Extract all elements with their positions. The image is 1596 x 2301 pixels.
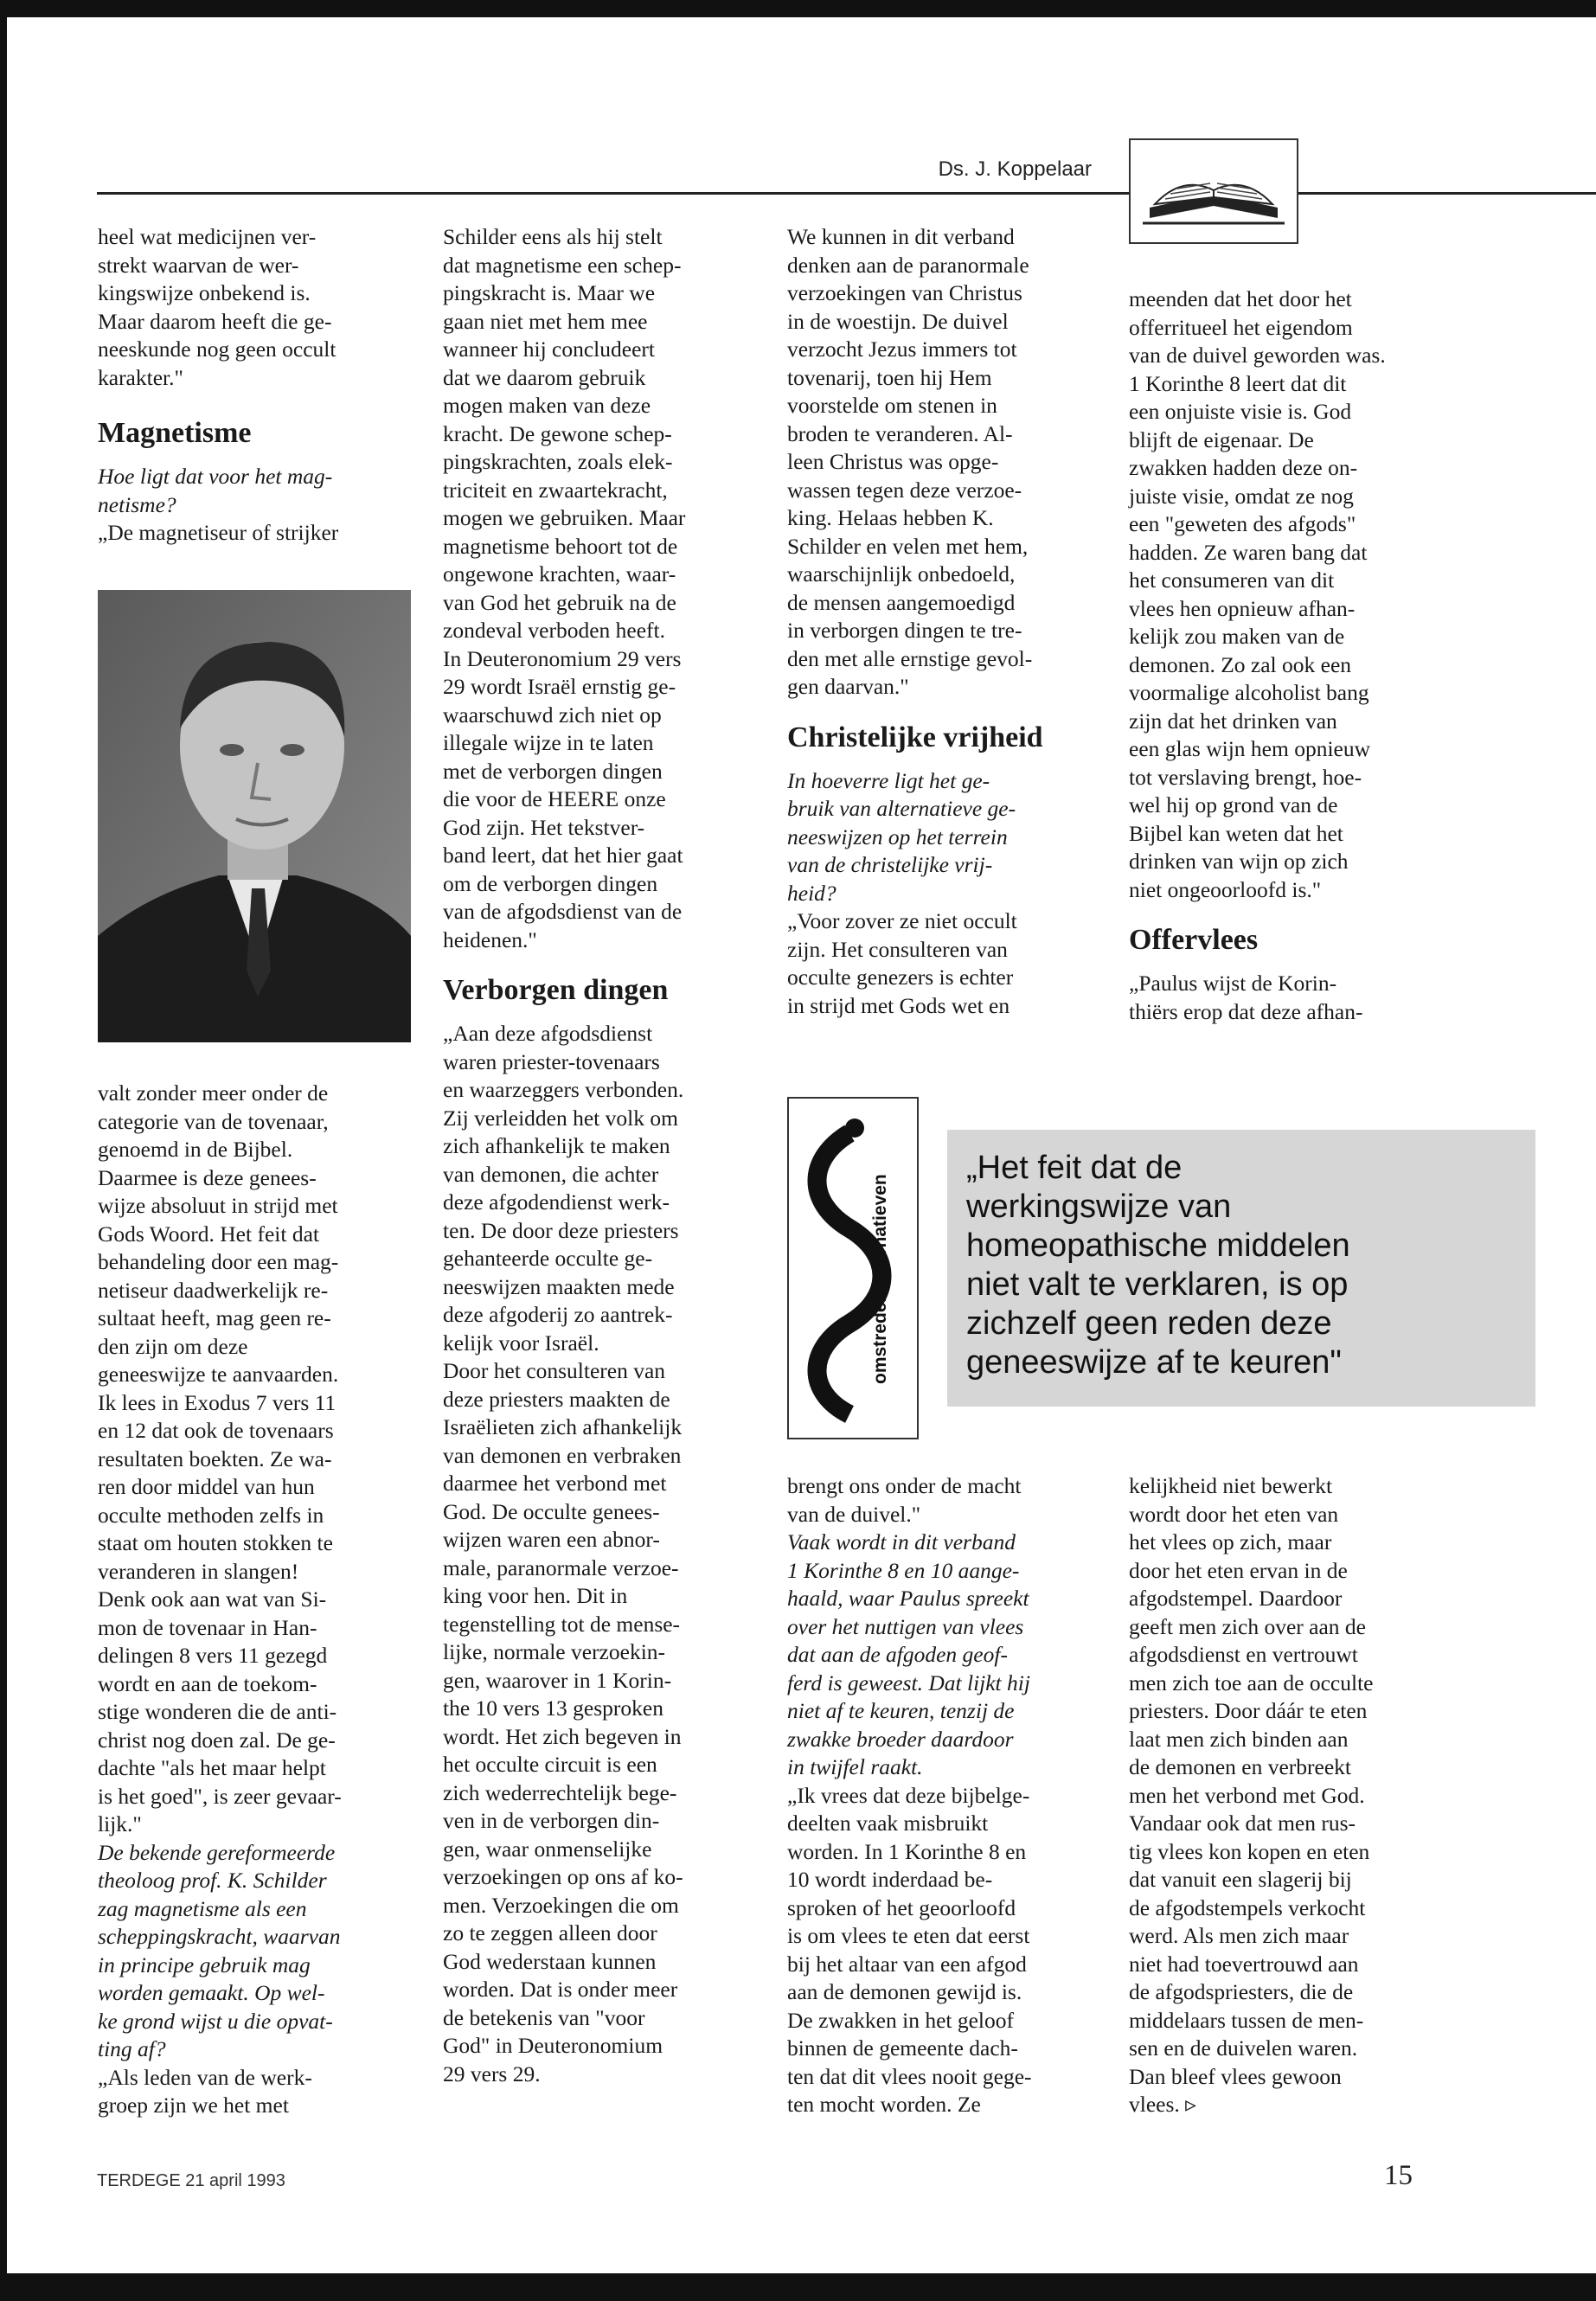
text-line: drinken van wijn op zich <box>1129 849 1349 874</box>
text-line: neeswijzen maakten mede <box>443 1273 675 1299</box>
text-line: kracht. De gewone schep- <box>443 420 672 446</box>
text-line: zo te zeggen alleen door <box>443 1920 657 1945</box>
text-line: de betekenis van "voor <box>443 2004 645 2030</box>
text-line: verzoekingen op ons af ko- <box>443 1864 683 1889</box>
text-line: gen, waarover in 1 Korin- <box>443 1667 672 1693</box>
text-line: verzoekingen van Christus <box>787 280 1022 305</box>
text-line: stige wonderen die de anti- <box>98 1699 337 1724</box>
text-line: Hoe ligt dat voor het mag- <box>98 464 333 489</box>
text-line: occulte methoden zelfs in <box>98 1502 324 1528</box>
text-line: zag magnetisme als een <box>98 1895 307 1921</box>
text-line: resultaten boekten. Ze wa- <box>98 1445 332 1471</box>
text-line: heidenen." <box>443 926 537 952</box>
text-line: men het verbond met God. <box>1129 1782 1365 1808</box>
text-line: ke grond wijst u die opvat- <box>98 2008 333 2034</box>
text-line: denken aan de paranormale <box>787 252 1029 278</box>
bottom-border <box>0 2273 1596 2301</box>
text-line: aan de demonen gewijd is. <box>787 1979 1022 2004</box>
text-line: van de christelijke vrij- <box>787 852 993 877</box>
text-line: „Als leden van de werk- <box>98 2064 312 2090</box>
text-line: heid? <box>787 880 836 906</box>
text-line: gen daarvan." <box>787 674 909 699</box>
text-line: sproken of het geoorloofd <box>787 1894 1016 1920</box>
text-line: triciteit en zwaartekracht, <box>443 477 668 503</box>
text-line: van demonen en verbraken <box>443 1442 682 1468</box>
text-line: God" in Deuteronomium <box>443 2033 663 2058</box>
text-line: Vandaar ook dat men rus- <box>1129 1811 1356 1836</box>
text-line: zich afhankelijk te maken <box>443 1133 670 1158</box>
text-line: en waarzeggers verbonden. <box>443 1077 684 1102</box>
text-line: geneeswijze af te keuren" <box>966 1344 1342 1381</box>
footer-publication: TERDEGE 21 april 1993 <box>97 2171 285 2190</box>
text-line: deze priesters maakten de <box>443 1386 670 1412</box>
text-line: wanneer hij concludeert <box>443 336 655 362</box>
text-line: gehanteerde occulte ge- <box>443 1246 653 1271</box>
text-line: de mensen aangemoedigd <box>787 589 1016 615</box>
text-line: kelijk zou maken van de <box>1129 624 1345 649</box>
text-line: wijzen waren een abnor- <box>443 1527 660 1552</box>
text-line: werd. Als men zich maar <box>1129 1923 1349 1948</box>
text-line: Dan bleef vlees gewoon <box>1129 2063 1342 2089</box>
text-line: kelijk voor Israël. <box>443 1330 599 1356</box>
text-line: wassen tegen deze verzoe- <box>787 477 1022 503</box>
text-line: pingskrachten, zoals elek- <box>443 449 673 474</box>
text-line: lijke, normale verzoekin- <box>443 1639 666 1664</box>
text-line: wordt. Het zich begeven in <box>443 1723 682 1749</box>
text-line: tegenstelling tot de mense- <box>443 1611 681 1637</box>
sidebar-logo-text: omstreden alternatieven <box>870 1174 890 1384</box>
text-line: „Aan deze afgodsdienst <box>443 1021 653 1046</box>
paragraph <box>1129 285 1436 904</box>
text-line: wel hij op grond van de <box>1129 792 1338 817</box>
text-line: 1 Korinthe 8 en 10 aange- <box>787 1557 1020 1583</box>
text-line: In hoeverre ligt het ge- <box>787 767 990 793</box>
text-line: is het goed", is zeer gevaar- <box>98 1783 342 1809</box>
text-line: neeskunde nog geen occult <box>98 336 337 362</box>
text-line: In Deuteronomium 29 vers <box>443 645 682 671</box>
left-border <box>0 0 7 2301</box>
text-line: ren door middel van hun <box>98 1474 315 1499</box>
text-line: ten mocht worden. Ze <box>787 2092 981 2117</box>
paragraph <box>787 907 1090 1020</box>
interview-question <box>98 1839 405 2064</box>
text-line: pingskracht is. Maar we <box>443 280 656 305</box>
text-line: dat aan de afgoden geof- <box>787 1642 1008 1667</box>
interview-question <box>787 1529 1090 1782</box>
text-line: en 12 dat ook de tovenaars <box>98 1418 334 1443</box>
text-line: middelaars tussen de men- <box>1129 2007 1364 2033</box>
text-line: dat magnetisme een schep- <box>443 252 682 278</box>
text-line: homeopathische middelen <box>966 1227 1350 1264</box>
text-line: veranderen in slangen! <box>98 1558 299 1584</box>
pull-quote-text <box>966 1149 1518 1382</box>
text-line: den met alle ernstige gevol- <box>787 645 1033 671</box>
text-line: een onjuiste visie is. God <box>1129 399 1352 424</box>
text-line: worden. In 1 Korinthe 8 en <box>787 1838 1027 1864</box>
text-line: strekt waarvan de wer- <box>98 252 299 278</box>
text-line: dat vanuit een slagerij bij <box>1129 1867 1352 1892</box>
heading-magnetisme: Magnetisme <box>98 417 252 449</box>
text-line: behandeling door een mag- <box>98 1249 339 1274</box>
text-line: Schilder eens als hij stelt <box>443 224 663 249</box>
text-line: die voor de HEERE onze <box>443 786 666 811</box>
text-line: De zwakken in het geloof <box>787 2007 1014 2033</box>
paragraph <box>787 1782 1090 2119</box>
text-line: dat we daarom gebruik <box>443 364 646 390</box>
text-line: geeft men zich over aan de <box>1129 1613 1366 1639</box>
paragraph <box>787 223 1090 702</box>
text-line: „Paulus wijst de Korin- <box>1129 971 1337 996</box>
text-line: leen Christus was opge- <box>787 449 999 474</box>
text-line: kingswijze onbekend is. <box>98 280 311 305</box>
text-line: vlees. ▹ <box>1129 2092 1196 2117</box>
text-line: 10 wordt inderdaad be- <box>787 1867 993 1892</box>
text-line: vlees hen opnieuw afhan- <box>1129 595 1356 621</box>
text-line: God. De occulte genees- <box>443 1498 660 1524</box>
text-line: deze afgodendienst werk- <box>443 1189 670 1215</box>
text-line: het consumeren van dit <box>1129 567 1335 593</box>
text-line: binnen de gemeente dach- <box>787 2035 1018 2061</box>
text-line: ven in de verborgen din- <box>443 1808 660 1833</box>
text-line: Israëlieten zich afhankelijk <box>443 1414 683 1439</box>
header-rule <box>97 192 1596 195</box>
text-line: bruik van alternatieve ge- <box>787 796 1016 821</box>
paragraph <box>98 2064 405 2120</box>
text-line: wordt en aan de toekom- <box>98 1670 317 1696</box>
text-line: Gods Woord. Het feit dat <box>98 1221 319 1247</box>
text-line: in strijd met Gods wet en <box>787 992 1010 1018</box>
text-line: groep zijn we het met <box>98 2093 289 2118</box>
text-line: God wederstaan kunnen <box>443 1948 657 1974</box>
text-line: daarmee het verbond met <box>443 1471 667 1496</box>
text-line: priesters. Door dáár te eten <box>1129 1698 1368 1723</box>
text-line: niet ongeoorloofd is." <box>1129 876 1322 902</box>
text-line: zwakken hadden deze on- <box>1129 455 1358 480</box>
text-line: met de verborgen dingen <box>443 758 663 784</box>
text-line: verzocht Jezus immers tot <box>787 336 1017 362</box>
text-line: zich wederrechtelijk bege- <box>443 1779 677 1805</box>
text-line: over het nuttigen van vlees <box>787 1613 1024 1639</box>
text-line: 1 Korinthe 8 leert dat dit <box>1129 370 1347 396</box>
paragraph <box>443 1020 746 2088</box>
text-line: Door het consulteren van <box>443 1358 666 1383</box>
text-line: demonen. Zo zal ook een <box>1129 651 1352 677</box>
text-line: mogen we gebruiken. Maar <box>443 505 686 530</box>
series-logo-snake-staff <box>787 1097 919 1439</box>
column-1-top <box>98 223 405 548</box>
text-line: magnetisme behoort tot de <box>443 533 678 559</box>
text-line: zijn. Het consulteren van <box>787 936 1008 962</box>
text-line: afgodstempel. Daardoor <box>1129 1586 1343 1611</box>
column-3-bottom <box>787 1472 1090 2119</box>
heading-verborgen-dingen: Verborgen dingen <box>443 974 669 1006</box>
text-line: netiseur daadwerkelijk re- <box>98 1277 329 1303</box>
text-line: door het eten ervan in de <box>1129 1557 1348 1583</box>
paragraph <box>787 1472 1090 1529</box>
text-line: categorie van de tovenaar, <box>98 1108 329 1134</box>
column-1-bottom <box>98 1080 405 2120</box>
text-line: Maar daarom heeft die ge- <box>98 308 332 334</box>
column-2 <box>443 223 746 2088</box>
column-4-bottom <box>1129 1472 1436 2119</box>
text-line: men. Verzoekingen die om <box>443 1892 679 1918</box>
text-line: delingen 8 vers 11 gezegd <box>98 1643 328 1668</box>
text-line: scheppingskracht, waarvan <box>98 1924 341 1949</box>
text-line: kelijkheid niet bewerkt <box>1129 1473 1333 1498</box>
text-line: „Voor zover ze niet occult <box>787 908 1017 933</box>
text-line: ting af? <box>98 2036 166 2061</box>
text-line: ten. De door deze priesters <box>443 1217 679 1243</box>
text-line: wijze absoluut in strijd met <box>98 1193 338 1218</box>
text-line: juiste visie, omdat ze nog <box>1129 483 1354 509</box>
open-bible-icon <box>1129 138 1298 244</box>
text-line: deelten vaak misbruikt <box>787 1811 989 1836</box>
text-line: deze afgoderij zo aantrek- <box>443 1302 673 1327</box>
text-line: waarschijnlijk onbedoeld, <box>787 561 1016 586</box>
paragraph: „De magnetiseur of strijker <box>98 520 339 545</box>
text-line: christ nog doen zal. De ge- <box>98 1727 336 1753</box>
page-number: 15 <box>1384 2160 1413 2191</box>
text-line: genoemd in de Bijbel. <box>98 1137 293 1162</box>
text-line: band leert, dat het hier gaat <box>443 843 683 868</box>
text-line: male, paranormale verzoe- <box>443 1554 679 1580</box>
text-line: tig vlees kon kopen en eten <box>1129 1838 1370 1864</box>
text-line: in principe gebruik mag <box>98 1952 311 1977</box>
paragraph <box>1129 1472 1436 2119</box>
text-line: blijft de eigenaar. De <box>1129 426 1314 452</box>
text-line: ten dat dit vlees nooit gege- <box>787 2063 1032 2089</box>
text-line: Ik lees in Exodus 7 vers 11 <box>98 1389 337 1415</box>
text-line: brengt ons onder de macht <box>787 1473 1022 1498</box>
text-line: niet af te keuren, tenzij de <box>787 1698 1015 1723</box>
text-line: 29 vers 29. <box>443 2061 541 2086</box>
text-line: king voor hen. Dit in <box>443 1583 628 1608</box>
text-line: waarschuwd zich niet op <box>443 702 662 727</box>
text-line: De bekende gereformeerde <box>98 1839 336 1865</box>
text-line: offerritueel het eigendom <box>1129 314 1353 340</box>
text-line: zondeval verboden heeft. <box>443 618 666 643</box>
text-line: wordt door het eten van <box>1129 1501 1339 1527</box>
text-line: ferd is geweest. Dat lijkt hij <box>787 1670 1030 1695</box>
text-line: broden te veranderen. Al- <box>787 420 1013 446</box>
text-line: is om vlees te eten dat eerst <box>787 1923 1030 1948</box>
text-line: dachte "als het maar helpt <box>98 1755 326 1780</box>
text-line: Denk ook aan wat van Si- <box>98 1586 327 1612</box>
text-line: mogen maken van deze <box>443 393 651 418</box>
text-line: zijn dat het drinken van <box>1129 708 1337 734</box>
text-line: neeswijzen op het terrein <box>787 824 1008 849</box>
text-line: We kunnen in dit verband <box>787 224 1015 249</box>
paragraph <box>443 223 746 954</box>
text-line: men zich toe aan de occulte <box>1129 1670 1374 1695</box>
text-line: zichzelf geen reden deze <box>966 1305 1332 1342</box>
text-line: thiërs erop dat deze afhan- <box>1129 998 1363 1024</box>
heading-offervlees: Offervlees <box>1129 924 1259 956</box>
text-line: Schilder en velen met hem, <box>787 533 1029 559</box>
text-line: heel wat medicijnen ver- <box>98 224 317 249</box>
text-line: lijk." <box>98 1811 142 1836</box>
text-line: het vlees op zich, maar <box>1129 1529 1332 1554</box>
text-line: meenden dat het door het <box>1129 286 1352 311</box>
text-line: occulte genezers is echter <box>787 965 1014 990</box>
heading-christelijke-vrijheid: Christelijke vrijheid <box>787 721 1043 753</box>
text-line: waren priester-tovenaars <box>443 1048 660 1074</box>
text-line: haald, waar Paulus spreekt <box>787 1586 1029 1611</box>
text-line: valt zonder meer onder de <box>98 1080 329 1106</box>
text-line: de afgodstempels verkocht <box>1129 1894 1366 1920</box>
paragraph <box>98 223 405 392</box>
text-line: „Ik vrees dat deze bijbelge- <box>787 1782 1030 1808</box>
text-line: illegale wijze in te laten <box>443 730 654 755</box>
text-line: Zij verleidden het volk om <box>443 1105 678 1131</box>
author-byline: Ds. J. Koppelaar <box>938 157 1092 181</box>
text-line: mon de tovenaar in Han- <box>98 1614 317 1640</box>
text-line: van demonen, die achter <box>443 1161 659 1187</box>
text-line: den zijn om deze <box>98 1333 248 1359</box>
text-line: een glas wijn hem opnieuw <box>1129 736 1371 761</box>
text-line: bij het altaar van een afgod <box>787 1951 1027 1977</box>
text-line: de demonen en verbreekt <box>1129 1754 1352 1779</box>
text-line: een "geweten des afgods" <box>1129 511 1356 536</box>
text-line: in de woestijn. De duivel <box>787 308 1009 334</box>
text-line: van de afgodsdienst van de <box>443 899 683 924</box>
text-line: de afgodspriesters, die de <box>1129 1979 1354 2004</box>
text-line: ongewone krachten, waar- <box>443 561 676 586</box>
paragraph <box>98 1080 405 1839</box>
text-line: 29 wordt Israël ernstig ge- <box>443 674 676 699</box>
author-portrait-photo <box>98 590 411 1042</box>
text-line: van God het gebruik na de <box>443 589 676 615</box>
text-line: in verborgen dingen te tre- <box>787 618 1022 643</box>
text-line: sen en de duivelen waren. <box>1129 2035 1358 2061</box>
text-line: werkingswijze van <box>966 1189 1232 1225</box>
text-line: worden. Dat is onder meer <box>443 1977 678 2002</box>
text-line: king. Helaas hebben K. <box>787 505 994 530</box>
interview-question <box>98 463 405 519</box>
text-line: tovenarij, toen hij Hem <box>787 364 992 390</box>
text-line: niet had toevertrouwd aan <box>1129 1951 1359 1977</box>
text-line: theoloog prof. K. Schilder <box>98 1868 327 1893</box>
text-line: netisme? <box>98 491 176 517</box>
text-line: sultaat heeft, mag geen re- <box>98 1305 331 1330</box>
text-line: karakter." <box>98 364 183 390</box>
text-line: Bijbel kan weten dat het <box>1129 820 1343 846</box>
text-line: staat om houten stokken te <box>98 1530 333 1555</box>
paragraph <box>1129 970 1436 1026</box>
text-line: geneeswijze te aanvaarden. <box>98 1362 339 1387</box>
text-line: niet valt te verklaren, is op <box>966 1266 1349 1303</box>
text-line: het occulte circuit is een <box>443 1752 657 1777</box>
text-line: laat men zich binden aan <box>1129 1726 1349 1752</box>
text-line: Vaak wordt in dit verband <box>787 1529 1016 1554</box>
text-line: van de duivel." <box>787 1501 921 1527</box>
text-line: God zijn. Het tekstver- <box>443 814 645 840</box>
text-line: worden gemaakt. Op wel- <box>98 1980 325 2005</box>
pull-quote <box>947 1130 1535 1407</box>
text-line: the 10 vers 13 gesproken <box>443 1695 663 1721</box>
text-line: gaan niet met hem mee <box>443 308 648 334</box>
text-line: tot verslaving brengt, hoe- <box>1129 764 1362 790</box>
text-line: hadden. Ze waren bang dat <box>1129 539 1368 565</box>
text-line: om de verborgen dingen <box>443 870 658 896</box>
text-line: „Het feit dat de <box>966 1150 1183 1186</box>
text-line: gen, waar onmenselijke <box>443 1836 652 1862</box>
text-line: zwakke broeder daardoor <box>787 1726 1014 1752</box>
text-line: voorstelde om stenen in <box>787 393 997 418</box>
column-4-top <box>1129 285 1436 1026</box>
interview-question <box>787 767 1090 908</box>
text-line: in twijfel raakt. <box>787 1754 923 1779</box>
top-border <box>0 0 1596 17</box>
text-line: afgodsdienst en vertrouwt <box>1129 1642 1358 1667</box>
text-line: voormalige alcoholist bang <box>1129 680 1369 705</box>
text-line: van de duivel geworden was. <box>1129 343 1386 368</box>
column-3-top <box>787 223 1090 1020</box>
text-line: Daarmee is deze genees- <box>98 1164 317 1190</box>
